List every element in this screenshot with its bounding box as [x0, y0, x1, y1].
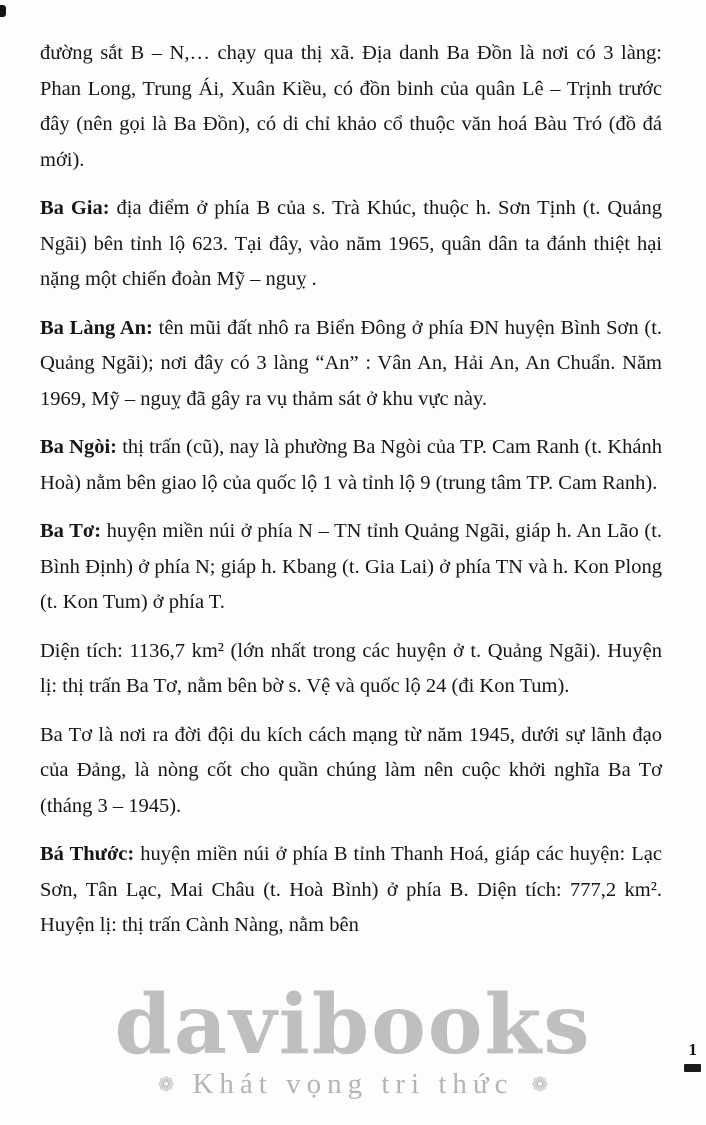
entry-paragraph	[40, 36, 662, 178]
flower-icon: ❁	[157, 1074, 175, 1097]
page-number: 1	[688, 1040, 697, 1059]
text-content	[40, 36, 662, 957]
entry-text: Ba Tơ là nơi ra đời đội du kích cách mạng từ năm 1945, dưới sự lãnh đạo của Đảng, là nòng cốt cho quần chúng làm nên cuộc khởi nghĩa Ba Tơ (tháng 3 – 1945).	[40, 723, 662, 817]
entry-text: tên mũi đất nhô ra Biển Đông ở phía ĐN huyện Bình Sơn (t. Quảng Ngãi); nơi đây có 3 làng “An” : Vân An, Hải An, An Chuẩn. Năm 1969, Mỹ – nguỵ đã gây ra vụ thảm sát ở khu vực này.	[40, 316, 663, 410]
scan-artifact	[0, 5, 6, 17]
entry-paragraph	[40, 311, 662, 418]
entry-text: huyện miền núi ở phía B tỉnh Thanh Hoá, giáp các huyện: Lạc Sơn, Tân Lạc, Mai Châu (t. Hoà Bình) ở phía B. Diện tích: 777,2 km². Huyện lị: thị trấn Cành Nàng, nằm bên	[40, 843, 662, 936]
page-edge-mark	[684, 1064, 701, 1072]
entry-term: Ba Gia:	[40, 197, 110, 219]
entry-text: Diện tích: 1136,7 km² (lớn nhất trong các huyện ở t. Quảng Ngãi). Huyện lị: thị trấn Ba Tơ, nằm bên bờ s. Vệ và quốc lộ 24 (đi Kon Tum).	[40, 639, 662, 697]
entry-paragraph	[40, 514, 662, 621]
entry-text: thị trấn (cũ), nay là phường Ba Ngòi của TP. Cam Ranh (t. Khánh Hoà) nằm bên giao lộ của quốc lộ 1 và tỉnh lộ 9 (trung tâm TP. Cam Ranh).	[40, 436, 663, 494]
entry-term: Ba Tơ:	[40, 520, 102, 542]
entry-paragraph	[40, 718, 662, 825]
entry-paragraph	[40, 634, 662, 705]
entry-text: đường sắt B – N,… chạy qua thị xã. Địa danh Ba Đồn là nơi có 3 làng: Phan Long, Trung Ái, Xuân Kiều, có đồn binh của quân Lê – Trịnh trước đây (nên gọi là Ba Đồn), có di chỉ khảo cổ thuộc văn hoá Bàu Tró (đồ đá mới).	[40, 42, 662, 171]
publisher-watermark	[0, 977, 706, 1101]
entry-paragraph	[40, 430, 662, 501]
entry-paragraph	[40, 837, 662, 944]
flower-icon: ❁	[531, 1074, 549, 1097]
entry-term: Ba Làng An:	[40, 316, 153, 339]
watermark-brand: davibooks	[114, 977, 592, 1073]
entry-paragraph	[40, 191, 662, 298]
entry-text: huyện miền núi ở phía N – TN tỉnh Quảng Ngãi, giáp h. An Lão (t. Bình Định) ở phía N; giáp h. Kbang (t. Gia Lai) ở phía TN và h. Kon Plong (t. Kon Tum) ở phía T.	[40, 520, 663, 613]
watermark-tagline-row	[0, 1068, 706, 1101]
entry-text: địa điểm ở phía B của s. Trà Khúc, thuộc h. Sơn Tịnh (t. Quảng Ngãi) bên tỉnh lộ 623. Tại đây, vào năm 1965, quân dân ta đánh thiệt hại nặng một chiến đoàn Mỹ – nguỵ .	[40, 197, 662, 290]
entry-term: Ba Ngòi:	[40, 436, 117, 458]
entry-term: Bá Thước:	[40, 843, 135, 865]
watermark-tagline: Khát vọng tri thức	[192, 1068, 514, 1101]
